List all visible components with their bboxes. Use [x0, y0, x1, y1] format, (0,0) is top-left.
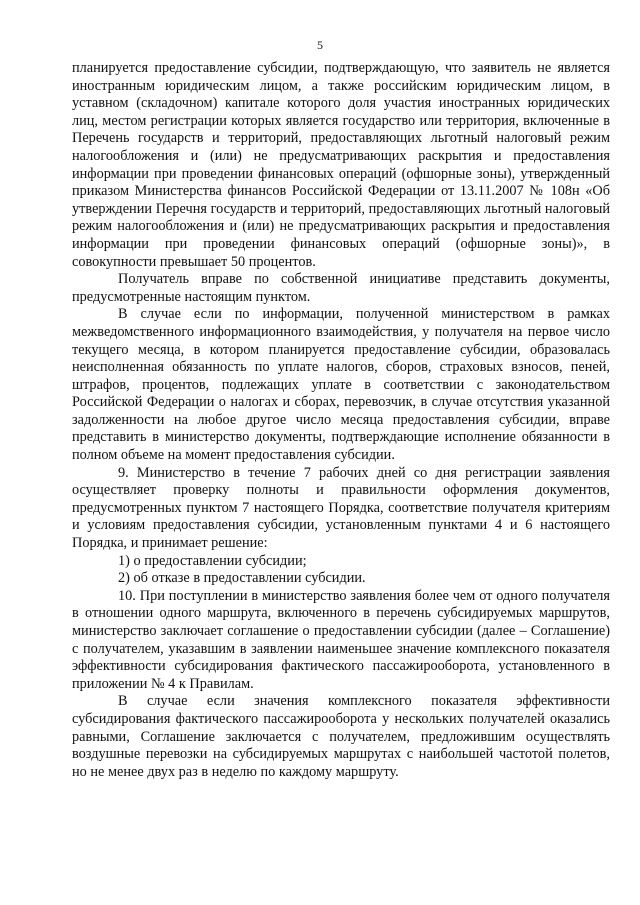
document-body	[72, 60, 610, 781]
paragraph-initiative: Получатель вправе по собственной инициативе представить документы, предусмотренные настоящим пунктом.	[72, 271, 610, 305]
paragraph-tax-debt: В случае если по информации, полученной министерством в рамках межведомственного информационного взаимодействия, у получателя на первое число текущего месяца, в котором планируется предоставление субсидии, образовалась неисполненная обязанность по уплате налогов, сборов, страховых взносов, пеней, штрафов, процентов, подлежащих уплате в соответствии с законодательством Российской Федерации о налогах и сборах, перевозчик, в случае отсутствия указанной задолженности на любое другое число месяца предоставления субсидии, вправе представить в министерство документы, подтверждающие исполнение обязанности в полном объеме на момент предоставления субсидии.	[72, 306, 610, 464]
paragraph-clause-10: 10. При поступлении в министерство заявления более чем от одного получателя в отношении одного маршрута, включенного в перечень субсидируемых маршрутов, министерство заключает соглашение о предоставлении субсидии (далее – Соглашение) с получателем, указавшим в заявлении наименьшее значение комплексного показателя эффективности субсидирования фактического пассажирооборота, установленного в приложении № 4 к Правилам.	[72, 587, 610, 692]
paragraph-equal-values: В случае если значения комплексного показателя эффективности субсидирования фактического пассажирооборота у нескольких получателей оказались равными, Соглашение заключается с получателем, предложившим осуществлять воздушные перевозки на субсидируемых маршрутах с наибольшей частотой полетов, но не менее двух раз в неделю по каждому маршруту.	[72, 693, 610, 780]
page-number: 5	[317, 38, 323, 52]
list-item-refuse: 2) об отказе в предоставлении субсидии.	[118, 570, 366, 587]
list-item-grant: 1) о предоставлении субсидии;	[118, 552, 307, 569]
paragraph-clause-9: 9. Министерство в течение 7 рабочих дней со дня регистрации заявления осуществляет проверку полноты и правильности оформления документов, предусмотренных пунктом 7 настоящего Порядка, соответствие получателя критериям и условиям предоставления субсидии, установленным пунктами 4 и 6 настоящего Порядка, и принимает решение:	[72, 464, 610, 552]
paragraph-continuation: планируется предоставление субсидии, подтверждающую, что заявитель не является иностранным юридическим лицом, а также российским юридическим лицом, в уставном (складочном) капитале которого доля участия иностранных юридических лиц, местом регистрации которых является государство или территория, включенные в Перечень государств и территорий, предоставляющих льготный налоговый режим налогообложения и (или) не предусматривающих раскрытия и предоставления информации при проведении финансовых операций (офшорные зоны), утвержденный приказом Министерства финансов Российской Федерации от 13.11.2007 № 108н «Об утверждении Перечня государств и территорий, предоставляющих льготный налоговый режим налогообложения и (или) не предусматривающих раскрытия и предоставления информации при проведении финансовых операций (офшорные зоны)», в совокупности превышает 50 процентов.	[72, 60, 610, 270]
